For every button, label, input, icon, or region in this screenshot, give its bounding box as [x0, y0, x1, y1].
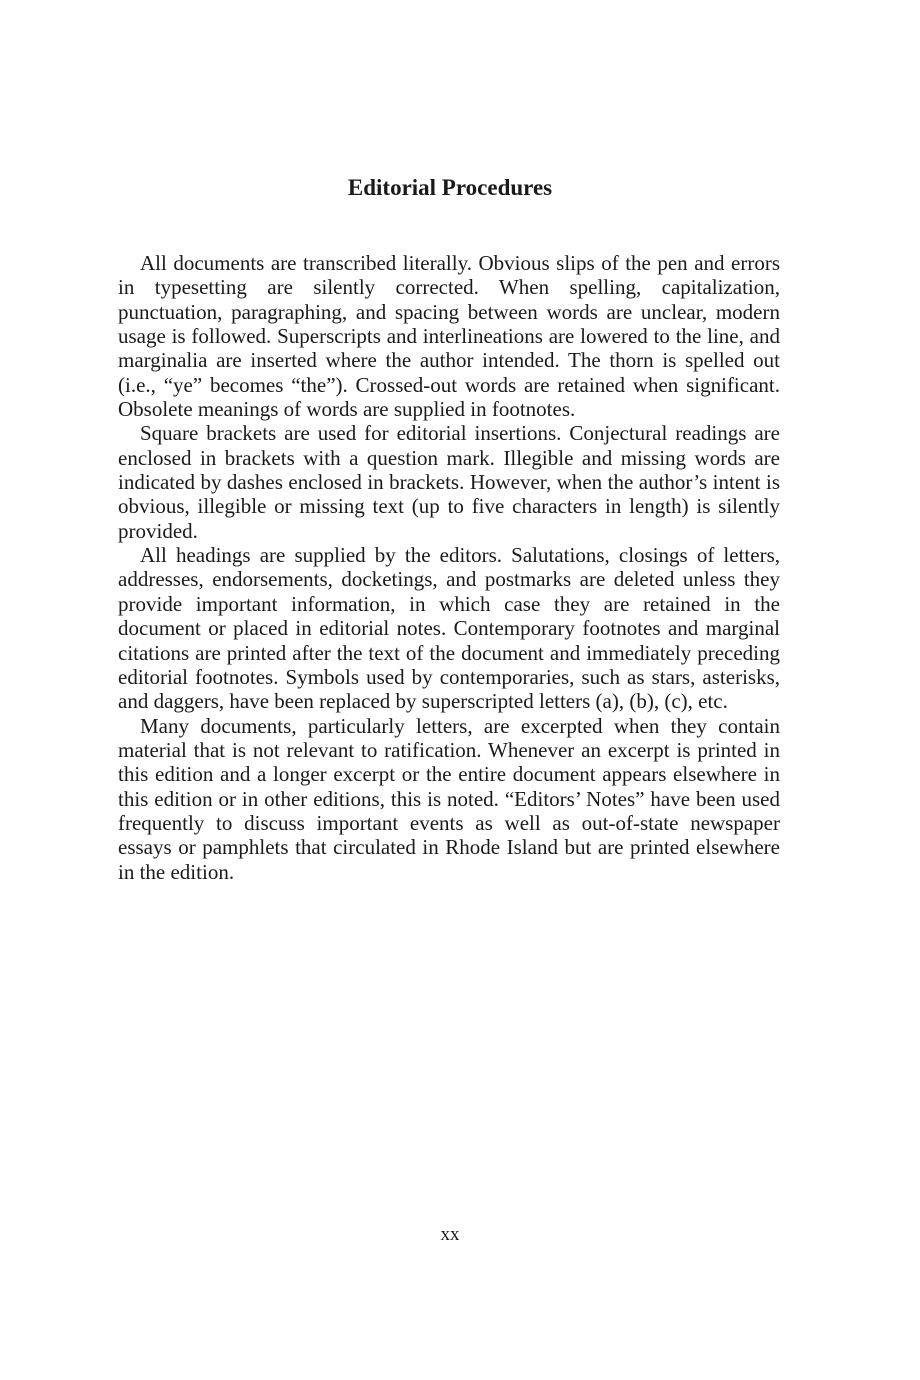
paragraph-excerpts: Many documents, particularly letters, are excerpted when they contain material that is not relevant to ratification. Whenever an excerpt is printed in this edition and a longer excerpt or the entire document appears elsewhere in this edition or in other editions, this is noted. “Editors’ Notes” have been used frequently to discuss important events as well as out-of-state newspaper essays or pamphlets that circulated in Rhode Island but are printed elsewhere in the edition. [118, 713, 780, 884]
page-title: Editorial Procedures [347, 175, 553, 200]
paragraph-transcription: All documents are transcribed literally. Obvious slips of the pen and errors in typesetting are silently corrected. When spelling, capitalization, punctuation, paragraphing, and spacing between words are unclear, modern usage is followed. Superscripts and interlineations are lowered to the line, and marginalia are inserted where the author intended. The thorn is spelled out (i.e., “ye” becomes “the”). Crossed-out words are retained when significant. Obsolete meanings of words are supplied in footnotes. [118, 251, 780, 422]
page-number: xx [440, 1224, 460, 1245]
paragraph-brackets: Square brackets are used for editorial insertions. Conjectural readings are enclosed in brackets with a question mark. Illegible and missing words are indicated by dashes enclosed in brackets. However, when the author’s intent is obvious, illegible or missing text (up to five characters in length) is silently provided. [118, 421, 780, 543]
body-text [118, 251, 780, 884]
paragraph-headings: All headings are supplied by the editors. Salutations, closings of letters, addresses, endorsements, docketings, and postmarks are deleted unless they provide important information, in which case they are retained in the document or placed in editorial notes. Contemporary footnotes and marginal citations are printed after the text of the document and immediately preceding editorial footnotes. Symbols used by contemporaries, such as stars, asterisks, and daggers, have been replaced by superscripted letters (a), (b), (c), etc. [118, 543, 780, 714]
